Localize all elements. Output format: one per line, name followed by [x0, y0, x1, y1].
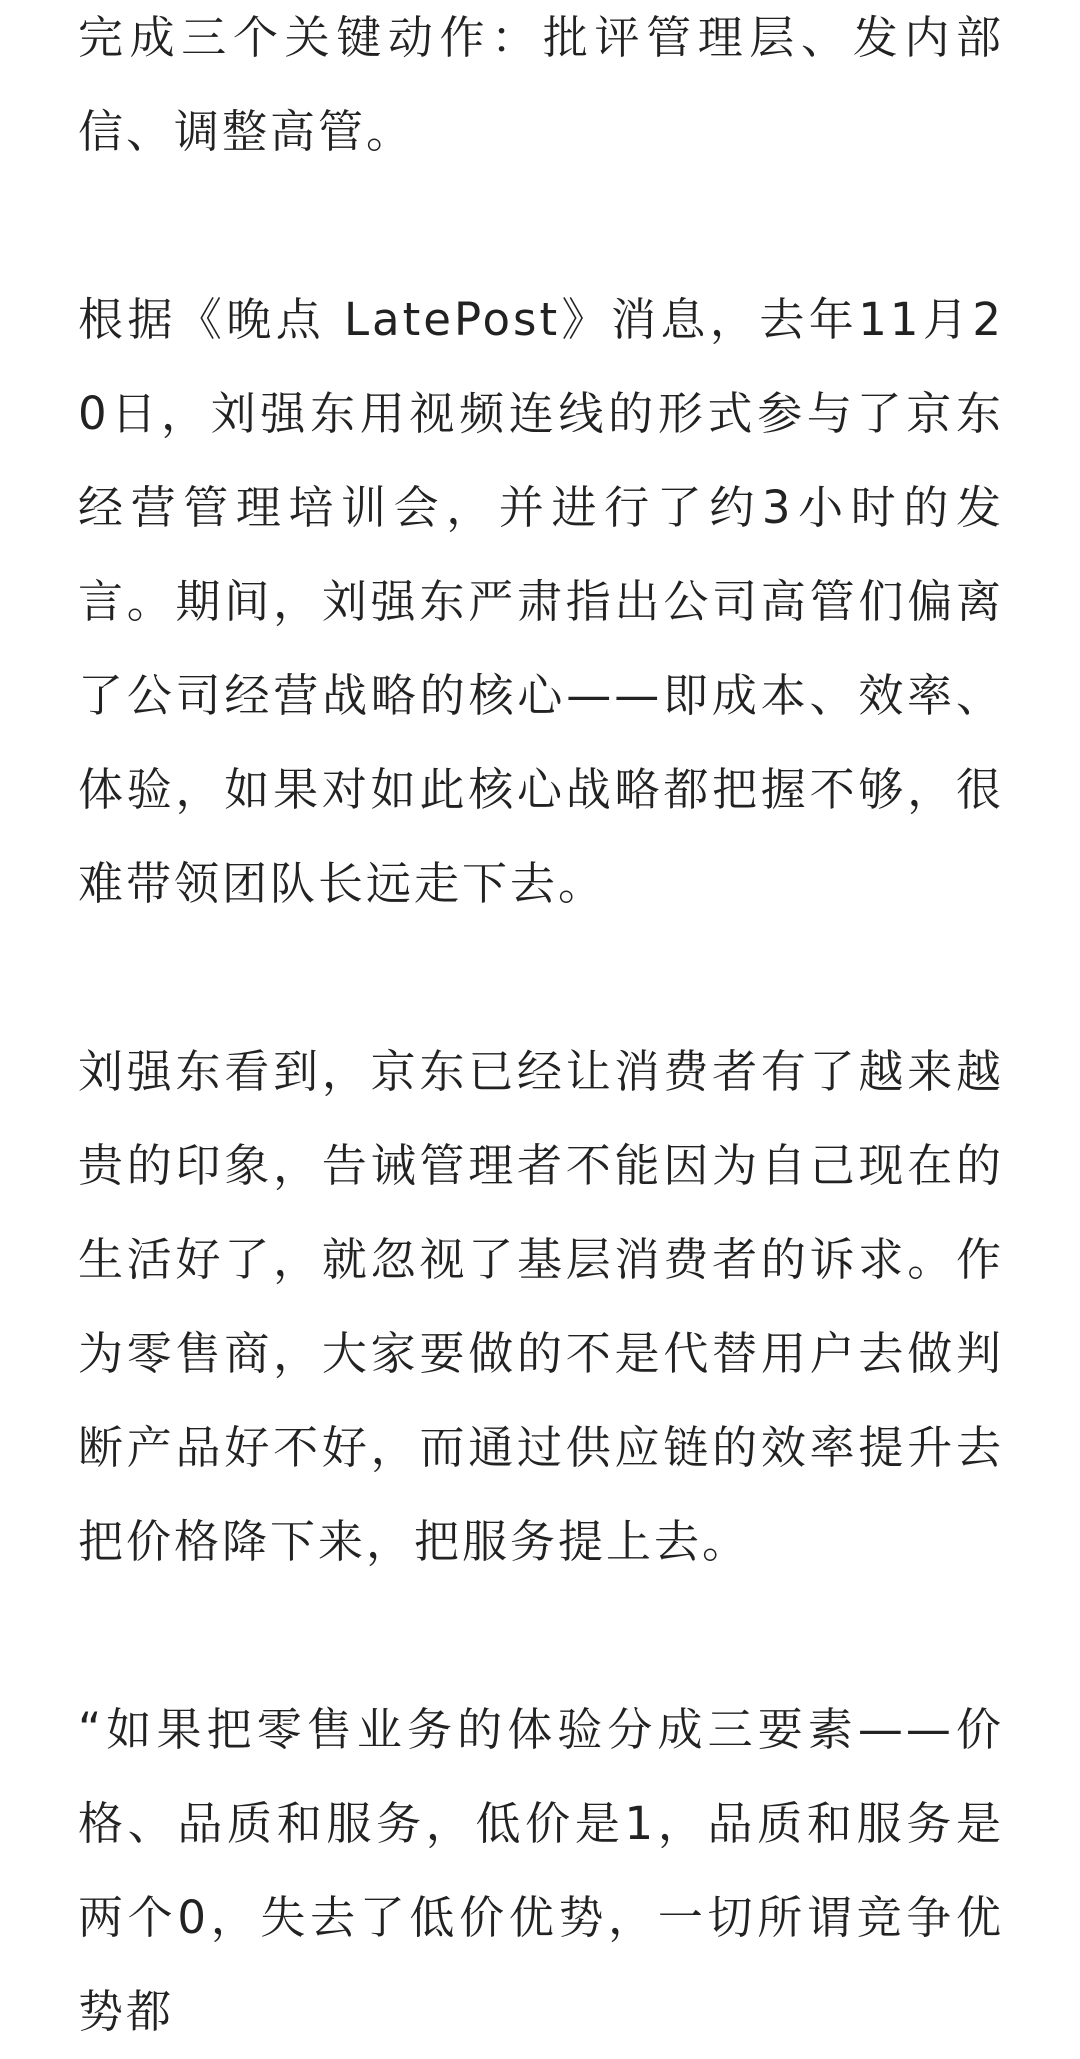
article-paragraph-4: “如果把零售业务的体验分成三要素——价格、品质和服务，低价是1，品质和服务是两个0，失去了低价优势，一切所谓竞争优势都	[78, 1703, 1004, 2038]
article-paragraph-2: 根据《晚点 LatePost》消息，去年11月20日，刘强东用视频连线的形式参与了京东经营管理培训会，并进行了约3小时的发言。期间，刘强东严肃指出公司高管们偏离了公司经营战略的核心——即成本、效率、体验，如果对如此核心战略都把握不够，很难带领团队长远走下去。	[78, 293, 1004, 910]
article-paragraph-1: 完成三个关键动作：批评管理层、发内部信、调整高管。	[78, 11, 1004, 158]
article-paragraph-3: 刘强东看到，京东已经让消费者有了越来越贵的印象，告诫管理者不能因为自己现在的生活好了，就忽视了基层消费者的诉求。作为零售商，大家要做的不是代替用户去做判断产品好不好，而通过供应链的效率提升去把价格降下来，把服务提上去。	[78, 1045, 1004, 1568]
article-body	[78, 0, 1004, 2059]
